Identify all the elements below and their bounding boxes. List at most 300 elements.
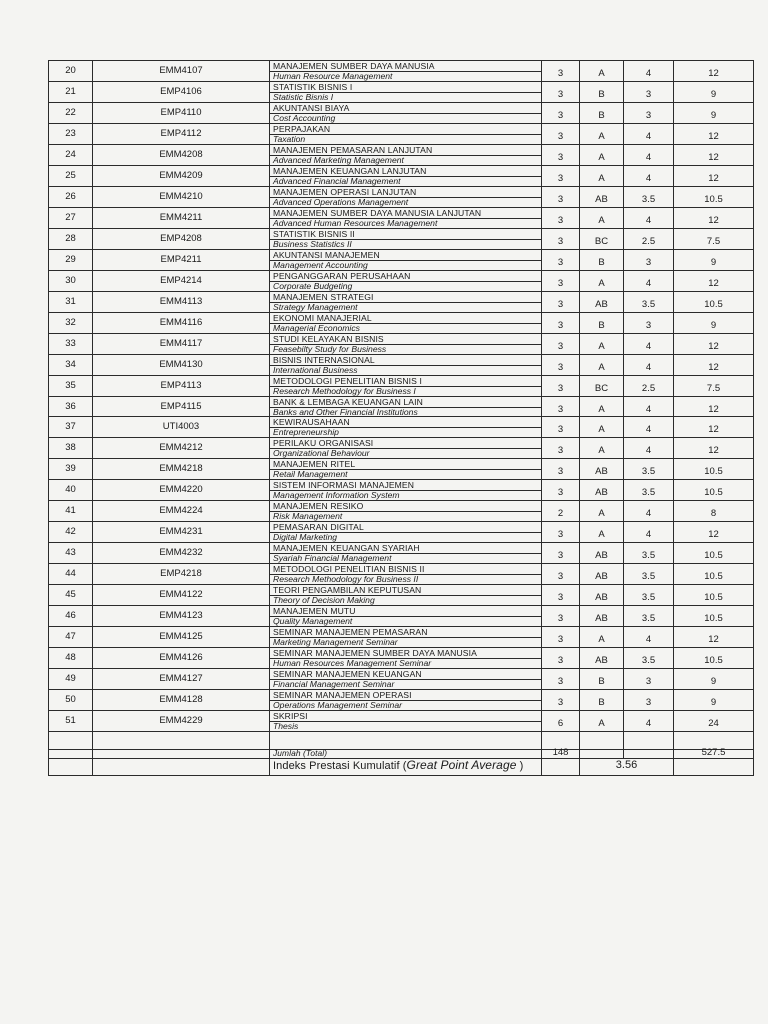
course-name-id: PENGANGGARAN PERUSAHAAN <box>273 270 411 281</box>
course-name-en: Managerial Economics <box>273 322 360 333</box>
table-row <box>48 521 754 542</box>
cell-mut <box>673 416 754 437</box>
total-quality-points: 527.5 <box>701 747 726 759</box>
credits: 3 <box>557 235 564 247</box>
quality-points: 24 <box>708 718 719 730</box>
credits: 3 <box>557 151 564 163</box>
credits: 3 <box>557 382 564 394</box>
row-number: 24 <box>65 148 76 160</box>
course-name-id: METODOLOGI PENELITIAN BISNIS II <box>273 564 425 575</box>
cell-mut <box>673 249 754 270</box>
cell-code <box>92 749 269 758</box>
grade-points: 4 <box>645 529 652 541</box>
table-row <box>48 647 754 668</box>
course-name-id: MANAJEMEN MUTU <box>273 606 356 617</box>
course-name-id: MANAJEMEN KEUANGAN SYARIAH <box>273 543 420 554</box>
grade: A <box>598 340 605 352</box>
cell-code <box>92 626 269 647</box>
credits: 3 <box>557 403 564 415</box>
cell-no <box>48 375 92 396</box>
transcript-table <box>48 60 754 775</box>
cell-gpa-value <box>579 758 673 775</box>
cell-name <box>269 458 541 479</box>
cell-name <box>269 270 541 291</box>
course-code: EMM4232 <box>159 547 203 559</box>
table-row <box>48 626 754 647</box>
row-number: 39 <box>65 463 76 475</box>
gpa-value: 3.56 <box>615 759 638 772</box>
cell-sks <box>541 542 579 563</box>
cell-mut <box>673 521 754 542</box>
cell-no <box>48 312 92 333</box>
credits: 3 <box>557 277 564 289</box>
cell-no <box>48 437 92 458</box>
cell-code <box>92 521 269 542</box>
course-name-en: Advanced Marketing Management <box>273 154 404 165</box>
credits: 3 <box>557 172 564 184</box>
grade-points: 2.5 <box>641 235 656 247</box>
cell-mut <box>673 500 754 521</box>
cell-grade <box>579 626 623 647</box>
course-code: EMP4112 <box>160 127 202 139</box>
cell-mut <box>673 291 754 312</box>
cell-grade <box>579 458 623 479</box>
credits: 3 <box>557 298 564 310</box>
cell-pts <box>623 207 673 228</box>
cell-code <box>92 668 269 689</box>
cell-no <box>48 605 92 626</box>
cell-code <box>92 228 269 249</box>
course-code: EMM4127 <box>159 673 203 685</box>
cell-no <box>48 291 92 312</box>
table-row <box>48 165 754 186</box>
credits: 3 <box>557 697 564 709</box>
grade-points: 3.5 <box>641 655 656 667</box>
quality-points: 10.5 <box>704 298 723 310</box>
course-name-en: Corporate Budgeting <box>273 280 353 291</box>
course-code: EMP4211 <box>160 253 202 265</box>
cell-sks <box>541 521 579 542</box>
cell-mut <box>673 81 754 102</box>
cell-mut <box>673 354 754 375</box>
cell-code <box>92 416 269 437</box>
grade-points: 4 <box>645 718 652 730</box>
cell-sks <box>541 710 579 731</box>
grade: B <box>598 88 605 100</box>
credits: 3 <box>557 634 564 646</box>
cell-no <box>48 102 92 123</box>
course-name-divider <box>270 134 541 135</box>
grade-points: 4 <box>645 130 652 142</box>
quality-points: 7.5 <box>706 235 721 247</box>
cell-no <box>48 626 92 647</box>
gpa-label-prefix: Indeks Prestasi Kumulatif ( <box>273 760 407 773</box>
grade: A <box>598 508 605 520</box>
table-row <box>48 416 754 437</box>
course-name-id: SEMINAR MANAJEMEN PEMASARAN <box>273 627 428 638</box>
quality-points: 12 <box>708 214 719 226</box>
course-name-en: Taxation <box>273 133 306 144</box>
grade-points: 3.5 <box>641 193 656 205</box>
grade: AB <box>595 613 608 625</box>
course-code: EMM4229 <box>159 715 203 727</box>
cell-name <box>269 605 541 626</box>
cell-mut <box>673 312 754 333</box>
quality-points: 12 <box>708 151 719 163</box>
grade: AB <box>595 193 608 205</box>
grade: B <box>598 676 605 688</box>
cell-grade <box>579 521 623 542</box>
cell-pts <box>623 542 673 563</box>
row-number: 42 <box>65 526 76 538</box>
cell-pts <box>623 584 673 605</box>
table-row <box>48 123 754 144</box>
cell-pts <box>623 416 673 437</box>
cell-sks <box>541 416 579 437</box>
credits: 3 <box>557 424 564 436</box>
cell-pts <box>623 102 673 123</box>
table-row <box>48 500 754 521</box>
cell-mut <box>673 668 754 689</box>
quality-points: 9 <box>710 256 717 268</box>
cell-code <box>92 647 269 668</box>
grade-points: 4 <box>645 172 652 184</box>
cell-no <box>48 144 92 165</box>
cell-mut <box>673 563 754 584</box>
grade-points: 4 <box>645 151 652 163</box>
quality-points: 7.5 <box>706 382 721 394</box>
course-code: EMM4231 <box>159 526 203 538</box>
cell-no <box>48 758 92 775</box>
cell-grade <box>579 375 623 396</box>
table-row <box>48 668 754 689</box>
cell-grade <box>579 416 623 437</box>
cell-no <box>48 207 92 228</box>
cell-pts <box>623 458 673 479</box>
course-name-id: BISNIS INTERNASIONAL <box>273 354 375 365</box>
cell-pts <box>623 731 673 749</box>
course-name-en: Strategy Management <box>273 301 358 312</box>
grade: AB <box>595 487 608 499</box>
credits: 3 <box>557 340 564 352</box>
cell-pts <box>623 626 673 647</box>
cell-grade <box>579 123 623 144</box>
cell-pts <box>623 249 673 270</box>
cell-code <box>92 312 269 333</box>
cell-grade <box>579 60 623 81</box>
cell-sks <box>541 437 579 458</box>
course-name-en: Marketing Management Seminar <box>273 637 398 648</box>
grade: A <box>598 529 605 541</box>
cell-grade <box>579 479 623 500</box>
credits: 3 <box>557 193 564 205</box>
cell-sks <box>541 60 579 81</box>
cell-pts <box>623 689 673 710</box>
cell-sks <box>541 123 579 144</box>
cell-no <box>48 479 92 500</box>
credits: 3 <box>557 550 564 562</box>
cell-code <box>92 270 269 291</box>
cell-mut <box>673 437 754 458</box>
course-code: EMM4220 <box>159 484 203 496</box>
grade-points: 4 <box>645 403 652 415</box>
cell-code <box>92 479 269 500</box>
course-code: EMP4218 <box>160 568 202 580</box>
credits: 3 <box>557 445 564 457</box>
grade: A <box>598 277 605 289</box>
cell-sks <box>541 333 579 354</box>
cell-code <box>92 605 269 626</box>
cell-grade <box>579 207 623 228</box>
cell-grade <box>579 437 623 458</box>
gpa-label-suffix: ) <box>516 760 524 773</box>
cell-name <box>269 123 541 144</box>
cell-pts <box>623 605 673 626</box>
row-number: 32 <box>65 316 76 328</box>
cell-no <box>48 542 92 563</box>
cell-grade <box>579 354 623 375</box>
cell-sks <box>541 354 579 375</box>
cell-pts <box>623 144 673 165</box>
cell-name <box>269 144 541 165</box>
course-name-en: International Business <box>273 364 358 375</box>
row-number: 22 <box>65 106 76 118</box>
credits: 3 <box>557 319 564 331</box>
cell-grade <box>579 249 623 270</box>
course-name-en: Research Methodology for Business II <box>273 574 419 585</box>
cell-sks <box>541 605 579 626</box>
cell-name <box>269 521 541 542</box>
cell-pts <box>623 563 673 584</box>
cell-no <box>48 333 92 354</box>
cell-name <box>269 500 541 521</box>
table-row <box>48 333 754 354</box>
cell-mut <box>673 626 754 647</box>
cell-mut <box>673 228 754 249</box>
cell-grade <box>579 584 623 605</box>
cell-sks <box>541 249 579 270</box>
course-name-id: MANAJEMEN SUMBER DAYA MANUSIA <box>273 61 435 71</box>
row-number: 30 <box>65 274 76 286</box>
cell-name <box>269 291 541 312</box>
cell-no <box>48 186 92 207</box>
grade: B <box>598 697 605 709</box>
cell-name <box>269 584 541 605</box>
course-name-en: Advanced Financial Management <box>273 175 401 186</box>
cell-mut <box>673 123 754 144</box>
course-name-en: Research Methodology for Business I <box>273 385 416 396</box>
grade-points: 4 <box>645 214 652 226</box>
cell-no <box>48 270 92 291</box>
grade-points: 4 <box>645 68 652 79</box>
course-name-id: MANAJEMEN SUMBER DAYA MANUSIA LANJUTAN <box>273 207 482 218</box>
cell-no <box>48 521 92 542</box>
course-name-en: Advanced Human Resources Management <box>273 217 438 228</box>
table-row <box>48 458 754 479</box>
row-number: 33 <box>65 337 76 349</box>
row-number: 49 <box>65 673 76 685</box>
cell-pts <box>623 228 673 249</box>
course-name-id: AKUNTANSI MANAJEMEN <box>273 249 380 260</box>
quality-points: 12 <box>708 445 719 457</box>
grade: AB <box>595 571 608 583</box>
grade-points: 3.5 <box>641 592 656 604</box>
course-code: EMM4211 <box>159 211 203 223</box>
cell-code <box>92 584 269 605</box>
cell-sks <box>541 758 579 775</box>
course-name-id: SEMINAR MANAJEMEN SUMBER DAYA MANUSIA <box>273 648 477 659</box>
course-name-id: SKRIPSI <box>273 711 308 722</box>
cell-mut <box>673 458 754 479</box>
gpa-row <box>48 758 754 775</box>
credits: 2 <box>557 508 564 520</box>
grade-points: 3 <box>645 88 652 100</box>
cell-no <box>48 458 92 479</box>
table-row <box>48 437 754 458</box>
credits: 3 <box>557 613 564 625</box>
cell-pts <box>623 668 673 689</box>
cell-mut <box>673 375 754 396</box>
cell-sks <box>541 207 579 228</box>
cell-grade <box>579 186 623 207</box>
cell-sks <box>541 375 579 396</box>
cell-mut <box>673 270 754 291</box>
grade-points: 3 <box>645 697 652 709</box>
grade-points: 3 <box>645 676 652 688</box>
course-name-en: Human Resource Management <box>273 70 393 81</box>
cell-sks <box>541 102 579 123</box>
course-name-id: EKONOMI MANAJERIAL <box>273 312 372 323</box>
cell-no <box>48 563 92 584</box>
cell-name <box>269 749 541 758</box>
cell-mut <box>673 144 754 165</box>
cell-sks <box>541 500 579 521</box>
quality-points: 10.5 <box>704 592 723 604</box>
grade: BC <box>594 235 609 247</box>
quality-points: 10.5 <box>704 571 723 583</box>
grade-points: 3 <box>645 109 652 121</box>
grade: A <box>598 403 605 415</box>
cell-sks <box>541 626 579 647</box>
cell-name <box>269 207 541 228</box>
cell-name <box>269 165 541 186</box>
cell-name <box>269 375 541 396</box>
credits: 3 <box>557 655 564 667</box>
grade-points: 2.5 <box>641 382 656 394</box>
row-number: 21 <box>65 85 76 97</box>
row-number: 47 <box>65 631 76 643</box>
cell-code <box>92 60 269 81</box>
cell-sks <box>541 312 579 333</box>
quality-points: 12 <box>708 172 719 184</box>
cell-grade <box>579 710 623 731</box>
grade: A <box>598 634 605 646</box>
row-number: 48 <box>65 652 76 664</box>
course-name-id: KEWIRAUSAHAAN <box>273 417 350 428</box>
course-code: EMM4122 <box>159 589 203 601</box>
cell-name <box>269 186 541 207</box>
grade: B <box>598 109 605 121</box>
course-name-id: SEMINAR MANAJEMEN OPERASI <box>273 690 412 701</box>
course-code: EMM4113 <box>159 295 203 307</box>
table-bottom-border <box>48 775 754 776</box>
course-code: EMP4214 <box>160 274 202 286</box>
grade-points: 3.5 <box>641 550 656 562</box>
row-number: 28 <box>65 232 76 244</box>
cell-code <box>92 354 269 375</box>
cell-code <box>92 437 269 458</box>
course-code: EMM4210 <box>159 190 203 202</box>
course-name-id: MANAJEMEN RESIKO <box>273 501 364 512</box>
cell-name <box>269 416 541 437</box>
cell-mut <box>673 60 754 81</box>
table-row <box>48 710 754 731</box>
credits: 3 <box>557 676 564 688</box>
row-number: 25 <box>65 169 76 181</box>
quality-points: 9 <box>710 109 717 121</box>
course-code: EMM4107 <box>159 65 203 76</box>
cell-pts <box>623 165 673 186</box>
empty-row <box>48 731 754 749</box>
cell-sks <box>541 749 579 758</box>
course-code: EMM4125 <box>159 631 203 643</box>
cell-mut <box>673 542 754 563</box>
cell-pts <box>623 60 673 81</box>
row-number: 20 <box>65 65 76 76</box>
course-name-en: Financial Management Seminar <box>273 679 395 690</box>
table-row <box>48 249 754 270</box>
grade-points: 4 <box>645 340 652 352</box>
course-name-en: Quality Management <box>273 616 353 627</box>
table-row <box>48 542 754 563</box>
cell-no <box>48 689 92 710</box>
cell-name <box>269 563 541 584</box>
course-name-en: Risk Management <box>273 511 343 522</box>
cell-pts <box>623 123 673 144</box>
course-name-en: Banks and Other Financial Institutions <box>273 406 418 417</box>
row-number: 45 <box>65 589 76 601</box>
cell-grade <box>579 605 623 626</box>
cell-grade <box>579 291 623 312</box>
row-number: 36 <box>65 400 76 412</box>
cell-name <box>269 249 541 270</box>
quality-points: 9 <box>710 88 717 100</box>
cell-sks <box>541 186 579 207</box>
course-name-id: MANAJEMEN OPERASI LANJUTAN <box>273 186 417 197</box>
table-row <box>48 396 754 417</box>
cell-name <box>269 60 541 81</box>
credits: 3 <box>557 571 564 583</box>
cell-mut <box>673 333 754 354</box>
cell-pts <box>623 647 673 668</box>
cell-no <box>48 228 92 249</box>
grade: B <box>598 319 605 331</box>
course-code: EMM4128 <box>159 694 203 706</box>
row-number: 31 <box>65 295 76 307</box>
cell-code <box>92 396 269 417</box>
cell-no <box>48 584 92 605</box>
quality-points: 9 <box>710 676 717 688</box>
grade-points: 4 <box>645 424 652 436</box>
cell-name <box>269 228 541 249</box>
cell-no <box>48 60 92 81</box>
course-name-en: Human Resources Management Seminar <box>273 658 432 669</box>
cell-name <box>269 731 541 749</box>
cell-grade <box>579 228 623 249</box>
cell-mut <box>673 207 754 228</box>
grade-points: 3.5 <box>641 613 656 625</box>
course-name-en: Entrepreneurship <box>273 427 339 438</box>
